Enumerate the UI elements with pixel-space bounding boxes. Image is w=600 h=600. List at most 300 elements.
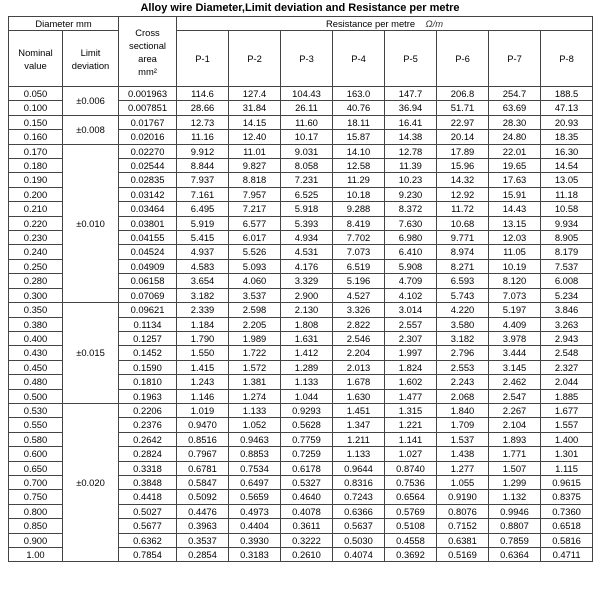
- resistance-cell: 14.15: [229, 115, 281, 129]
- resistance-cell: 12.78: [385, 144, 437, 158]
- resistance-cell: 1.055: [437, 475, 489, 489]
- resistance-cell: 0.4640: [281, 490, 333, 504]
- resistance-cell: 2.013: [333, 360, 385, 374]
- resistance-cell: 0.5628: [281, 418, 333, 432]
- resistance-cell: 1.274: [229, 389, 281, 403]
- resistance-cell: 206.8: [437, 87, 489, 101]
- resistance-cell: 1.133: [229, 403, 281, 417]
- resistance-cell: 3.145: [489, 360, 541, 374]
- nominal-cell: 0.550: [9, 418, 63, 432]
- resistance-cell: 6.495: [177, 202, 229, 216]
- resistance-cell: 11.72: [437, 202, 489, 216]
- resistance-cell: 8.058: [281, 159, 333, 173]
- resistance-cell: 0.9946: [489, 504, 541, 518]
- area-cell: 0.02270: [119, 144, 177, 158]
- resistance-cell: 3.537: [229, 288, 281, 302]
- resistance-cell: 1.289: [281, 360, 333, 374]
- area-cell: 0.1134: [119, 317, 177, 331]
- header-row-2: [9, 31, 593, 87]
- nominal-cell: 0.350: [9, 303, 63, 317]
- resistance-cell: 0.8853: [229, 447, 281, 461]
- deviation-cell: ±0.010: [63, 144, 119, 302]
- resistance-cell: 114.6: [177, 87, 229, 101]
- resistance-cell: 0.6178: [281, 461, 333, 475]
- resistance-cell: 0.8807: [489, 519, 541, 533]
- resistance-cell: 0.5637: [333, 519, 385, 533]
- resistance-cell: 3.444: [489, 346, 541, 360]
- resistance-cell: 1.451: [333, 403, 385, 417]
- resistance-cell: 9.288: [333, 202, 385, 216]
- resistance-cell: 0.6781: [177, 461, 229, 475]
- resistance-cell: 7.937: [177, 173, 229, 187]
- resistance-cell: 5.093: [229, 259, 281, 273]
- resistance-cell: 7.161: [177, 187, 229, 201]
- resistance-cell: 12.92: [437, 187, 489, 201]
- resistance-cell: 1.141: [385, 432, 437, 446]
- resistance-cell: 4.220: [437, 303, 489, 317]
- resistance-cell: 3.326: [333, 303, 385, 317]
- resistance-cell: 0.3183: [229, 548, 281, 562]
- resistance-cell: 8.419: [333, 216, 385, 230]
- resistance-cell: 22.01: [489, 144, 541, 158]
- table-row: [9, 144, 593, 158]
- nominal-cell: 0.850: [9, 519, 63, 533]
- resistance-cell: 8.905: [541, 231, 593, 245]
- resistance-cell: 1.572: [229, 360, 281, 374]
- table-body: [9, 87, 593, 562]
- area-cell: 0.02016: [119, 130, 177, 144]
- nominal-cell: 0.050: [9, 87, 63, 101]
- resistance-cell: 9.827: [229, 159, 281, 173]
- area-cell: 0.2642: [119, 432, 177, 446]
- nominal-cell: 0.150: [9, 115, 63, 129]
- resistance-cell: 0.4973: [229, 504, 281, 518]
- nominal-cell: 0.500: [9, 389, 63, 403]
- area-cell: 0.7854: [119, 548, 177, 562]
- resistance-cell: 0.9615: [541, 475, 593, 489]
- resistance-cell: 2.822: [333, 317, 385, 331]
- resistance-cell: 1.221: [385, 418, 437, 432]
- resistance-cell: 8.372: [385, 202, 437, 216]
- resistance-cell: 40.76: [333, 101, 385, 115]
- resistance-cell: 9.771: [437, 231, 489, 245]
- resistance-cell: 15.87: [333, 130, 385, 144]
- grade-header: P-4: [333, 31, 385, 87]
- resistance-cell: 1.840: [437, 403, 489, 417]
- resistance-cell: 0.5108: [385, 519, 437, 533]
- resistance-cell: 1.132: [489, 490, 541, 504]
- resistance-cell: 11.18: [541, 187, 593, 201]
- resistance-cell: 1.301: [541, 447, 593, 461]
- nominal-cell: 0.480: [9, 375, 63, 389]
- resistance-cell: 0.5847: [177, 475, 229, 489]
- resistance-cell: 0.7152: [437, 519, 489, 533]
- grade-header: P-5: [385, 31, 437, 87]
- resistance-cell: 1.477: [385, 389, 437, 403]
- resistance-cell: 10.17: [281, 130, 333, 144]
- area-cell: 0.07069: [119, 288, 177, 302]
- resistance-cell: 1.557: [541, 418, 593, 432]
- area-cell: 0.2824: [119, 447, 177, 461]
- resistance-cell: 0.3963: [177, 519, 229, 533]
- resistance-cell: 11.16: [177, 130, 229, 144]
- resistance-cell: 9.230: [385, 187, 437, 201]
- area-cell: 0.007851: [119, 101, 177, 115]
- resistance-cell: 2.044: [541, 375, 593, 389]
- resistance-cell: 2.462: [489, 375, 541, 389]
- nominal-cell: 0.170: [9, 144, 63, 158]
- nominal-line-2: value: [24, 59, 47, 71]
- area-cell: 0.5027: [119, 504, 177, 518]
- cross-line-3: area: [138, 52, 157, 64]
- resistance-cell: 6.008: [541, 274, 593, 288]
- resistance-cell: 0.9470: [177, 418, 229, 432]
- deviation-cell: ±0.015: [63, 303, 119, 404]
- resistance-cell: 0.8516: [177, 432, 229, 446]
- nominal-cell: 0.100: [9, 101, 63, 115]
- resistance-cell: 0.7759: [281, 432, 333, 446]
- area-cell: 0.03142: [119, 187, 177, 201]
- resistance-cell: 1.115: [541, 461, 593, 475]
- resistance-cell: 11.29: [333, 173, 385, 187]
- area-cell: 0.2376: [119, 418, 177, 432]
- area-cell: 0.2206: [119, 403, 177, 417]
- resistance-cell: 0.3537: [177, 533, 229, 547]
- limit-header: [63, 31, 119, 87]
- grade-header: P-8: [541, 31, 593, 87]
- area-cell: 0.1963: [119, 389, 177, 403]
- resistance-cell: 1.133: [333, 447, 385, 461]
- resistance-cell: 1.709: [437, 418, 489, 432]
- resistance-cell: 0.6364: [489, 548, 541, 562]
- table-row: [9, 87, 593, 101]
- resistance-cell: 3.654: [177, 274, 229, 288]
- resistance-cell: 0.6366: [333, 504, 385, 518]
- resistance-cell: 0.9190: [437, 490, 489, 504]
- resistance-cell: 4.060: [229, 274, 281, 288]
- area-cell: 0.1810: [119, 375, 177, 389]
- resistance-cell: 51.71: [437, 101, 489, 115]
- resistance-cell: 1.299: [489, 475, 541, 489]
- resistance-cell: 14.38: [385, 130, 437, 144]
- resistance-cell: 6.577: [229, 216, 281, 230]
- resistance-cell: 8.818: [229, 173, 281, 187]
- resistance-cell: 4.583: [177, 259, 229, 273]
- resistance-cell: 11.39: [385, 159, 437, 173]
- resistance-cell: 10.18: [333, 187, 385, 201]
- resistance-cell: 104.43: [281, 87, 333, 101]
- grade-header: P-1: [177, 31, 229, 87]
- resistance-cell: 1.052: [229, 418, 281, 432]
- nominal-cell: 0.280: [9, 274, 63, 288]
- resistance-cell: 15.91: [489, 187, 541, 201]
- table-row: [9, 303, 593, 317]
- resistance-cell: 3.263: [541, 317, 593, 331]
- resistance-cell: 1.997: [385, 346, 437, 360]
- nominal-cell: 0.240: [9, 245, 63, 259]
- resistance-cell: 5.234: [541, 288, 593, 302]
- resistance-cell: 10.23: [385, 173, 437, 187]
- resistance-cell: 12.58: [333, 159, 385, 173]
- nominal-cell: 0.220: [9, 216, 63, 230]
- resistance-cell: 1.790: [177, 331, 229, 345]
- grade-header: P-2: [229, 31, 281, 87]
- resistance-cell: 2.548: [541, 346, 593, 360]
- grade-header: P-3: [281, 31, 333, 87]
- cross-line-1: Cross: [135, 26, 160, 38]
- resistance-cell: 0.4078: [281, 504, 333, 518]
- resistance-cell: 147.7: [385, 87, 437, 101]
- resistance-cell: 0.8375: [541, 490, 593, 504]
- resistance-cell: 0.7967: [177, 447, 229, 461]
- resistance-cell: 1.277: [437, 461, 489, 475]
- nominal-header: [9, 31, 63, 87]
- resistance-cell: 11.60: [281, 115, 333, 129]
- resistance-cell: 7.537: [541, 259, 593, 273]
- resistance-cell: 1.243: [177, 375, 229, 389]
- resistance-cell: 4.937: [177, 245, 229, 259]
- resistance-cell: 1.808: [281, 317, 333, 331]
- resistance-cell: 22.97: [437, 115, 489, 129]
- resistance-cell: 7.957: [229, 187, 281, 201]
- resistance-cell: 4.709: [385, 274, 437, 288]
- deviation-cell: ±0.006: [63, 87, 119, 116]
- resistance-cell: 0.8316: [333, 475, 385, 489]
- resistance-cell: 1.315: [385, 403, 437, 417]
- resistance-cell: 5.919: [177, 216, 229, 230]
- area-cell: 0.01767: [119, 115, 177, 129]
- resistance-cell: 1.550: [177, 346, 229, 360]
- nominal-cell: 0.210: [9, 202, 63, 216]
- resistance-cell: 8.120: [489, 274, 541, 288]
- resistance-cell: 2.553: [437, 360, 489, 374]
- resistance-label: Resistance per metre: [326, 18, 416, 29]
- resistance-cell: 14.10: [333, 144, 385, 158]
- resistance-cell: 3.182: [177, 288, 229, 302]
- resistance-cell: 2.267: [489, 403, 541, 417]
- resistance-cell: 0.8740: [385, 461, 437, 475]
- resistance-cell: 10.58: [541, 202, 593, 216]
- nominal-cell: 0.650: [9, 461, 63, 475]
- resistance-cell: 2.943: [541, 331, 593, 345]
- resistance-cell: 6.593: [437, 274, 489, 288]
- resistance-cell: 1.824: [385, 360, 437, 374]
- resistance-cell: 0.7536: [385, 475, 437, 489]
- resistance-cell: 0.7859: [489, 533, 541, 547]
- resistance-cell: 5.743: [437, 288, 489, 302]
- resistance-cell: 1.507: [489, 461, 541, 475]
- resistance-cell: 1.677: [541, 403, 593, 417]
- resistance-cell: 14.43: [489, 202, 541, 216]
- resistance-cell: 26.11: [281, 101, 333, 115]
- resistance-cell: 5.908: [385, 259, 437, 273]
- resistance-cell: 0.5816: [541, 533, 593, 547]
- resistance-cell: 0.6381: [437, 533, 489, 547]
- area-cell: 0.09621: [119, 303, 177, 317]
- resistance-cell: 6.410: [385, 245, 437, 259]
- resistance-cell: 0.6564: [385, 490, 437, 504]
- resistance-cell: 163.0: [333, 87, 385, 101]
- resistance-cell: 17.89: [437, 144, 489, 158]
- resistance-cell: 63.69: [489, 101, 541, 115]
- nominal-cell: 0.180: [9, 159, 63, 173]
- resistance-cell: 0.4711: [541, 548, 593, 562]
- deviation-cell: ±0.020: [63, 403, 119, 561]
- nominal-cell: 0.190: [9, 173, 63, 187]
- cross-section-header: [119, 17, 177, 87]
- resistance-cell: 3.329: [281, 274, 333, 288]
- resistance-cell: 0.4074: [333, 548, 385, 562]
- resistance-cell: 14.32: [437, 173, 489, 187]
- resistance-cell: 9.934: [541, 216, 593, 230]
- resistance-cell: 2.796: [437, 346, 489, 360]
- nominal-cell: 0.700: [9, 475, 63, 489]
- resistance-cell: 127.4: [229, 87, 281, 101]
- resistance-cell: 0.4476: [177, 504, 229, 518]
- resistance-cell: 1.211: [333, 432, 385, 446]
- resistance-cell: 8.179: [541, 245, 593, 259]
- resistance-cell: 188.5: [541, 87, 593, 101]
- resistance-cell: 1.771: [489, 447, 541, 461]
- resistance-cell: 1.146: [177, 389, 229, 403]
- nominal-cell: 0.380: [9, 317, 63, 331]
- resistance-cell: 0.5327: [281, 475, 333, 489]
- area-cell: 0.02544: [119, 159, 177, 173]
- resistance-cell: 28.30: [489, 115, 541, 129]
- resistance-cell: 4.409: [489, 317, 541, 331]
- resistance-cell: 0.6518: [541, 519, 593, 533]
- resistance-cell: 5.415: [177, 231, 229, 245]
- resistance-cell: 11.01: [229, 144, 281, 158]
- resistance-cell: 7.231: [281, 173, 333, 187]
- resistance-cell: 4.527: [333, 288, 385, 302]
- resistance-cell: 10.68: [437, 216, 489, 230]
- nominal-cell: 0.300: [9, 288, 63, 302]
- resistance-cell: 47.13: [541, 101, 593, 115]
- resistance-cell: 18.35: [541, 130, 593, 144]
- nominal-cell: 0.600: [9, 447, 63, 461]
- area-cell: 0.1590: [119, 360, 177, 374]
- resistance-cell: 14.54: [541, 159, 593, 173]
- resistance-cell: 1.184: [177, 317, 229, 331]
- resistance-cell: 0.5092: [177, 490, 229, 504]
- nominal-cell: 0.750: [9, 490, 63, 504]
- resistance-cell: 0.6497: [229, 475, 281, 489]
- resistance-cell: 1.631: [281, 331, 333, 345]
- resistance-cell: 2.598: [229, 303, 281, 317]
- resistance-cell: 20.14: [437, 130, 489, 144]
- resistance-cell: 1.381: [229, 375, 281, 389]
- resistance-cell: 3.580: [437, 317, 489, 331]
- resistance-cell: 9.031: [281, 144, 333, 158]
- limit-line-2: deviation: [71, 59, 110, 71]
- resistance-cell: 36.94: [385, 101, 437, 115]
- resistance-cell: 1.989: [229, 331, 281, 345]
- resistance-cell: 31.84: [229, 101, 281, 115]
- resistance-cell: 0.5769: [385, 504, 437, 518]
- nominal-cell: 0.800: [9, 504, 63, 518]
- header-row-1: [9, 17, 593, 31]
- resistance-cell: 12.73: [177, 115, 229, 129]
- resistance-cell: 2.204: [333, 346, 385, 360]
- nominal-cell: 0.900: [9, 533, 63, 547]
- resistance-cell: 3.846: [541, 303, 593, 317]
- resistance-cell: 4.102: [385, 288, 437, 302]
- resistance-cell: 0.2854: [177, 548, 229, 562]
- resistance-cell: 5.393: [281, 216, 333, 230]
- nominal-cell: 0.450: [9, 360, 63, 374]
- resistance-cell: 0.4558: [385, 533, 437, 547]
- resistance-cell: 2.547: [489, 389, 541, 403]
- resistance-cell: 6.980: [385, 231, 437, 245]
- cross-line-2: sectional: [129, 39, 167, 51]
- resistance-cell: 18.11: [333, 115, 385, 129]
- resistance-cell: 19.65: [489, 159, 541, 173]
- resistance-cell: 0.8076: [437, 504, 489, 518]
- resistance-cell: 3.014: [385, 303, 437, 317]
- nominal-cell: 0.580: [9, 432, 63, 446]
- table-row: [9, 115, 593, 129]
- resistance-cell: 2.546: [333, 331, 385, 345]
- area-cell: 0.04524: [119, 245, 177, 259]
- resistance-cell: 28.66: [177, 101, 229, 115]
- resistance-cell: 0.9463: [229, 432, 281, 446]
- resistance-cell: 0.2610: [281, 548, 333, 562]
- resistance-cell: 2.243: [437, 375, 489, 389]
- resistance-cell: 2.068: [437, 389, 489, 403]
- resistance-cell: 4.531: [281, 245, 333, 259]
- resistance-cell: 11.05: [489, 245, 541, 259]
- resistance-cell: 0.5169: [437, 548, 489, 562]
- resistance-cell: 7.702: [333, 231, 385, 245]
- resistance-cell: 7.073: [333, 245, 385, 259]
- nominal-cell: 1.00: [9, 548, 63, 562]
- resistance-cell: 0.7243: [333, 490, 385, 504]
- resistance-cell: 12.40: [229, 130, 281, 144]
- nominal-cell: 0.200: [9, 187, 63, 201]
- area-cell: 0.03464: [119, 202, 177, 216]
- resistance-cell: 2.900: [281, 288, 333, 302]
- area-cell: 0.6362: [119, 533, 177, 547]
- area-cell: 0.3848: [119, 475, 177, 489]
- nominal-cell: 0.430: [9, 346, 63, 360]
- resistance-cell: 1.438: [437, 447, 489, 461]
- resistance-cell: 0.3222: [281, 533, 333, 547]
- resistance-cell: 254.7: [489, 87, 541, 101]
- resistance-cell: 16.41: [385, 115, 437, 129]
- resistance-cell: 0.5030: [333, 533, 385, 547]
- area-cell: 0.1452: [119, 346, 177, 360]
- resistance-cell: 0.5659: [229, 490, 281, 504]
- resistance-header: [177, 17, 593, 31]
- grade-header: P-7: [489, 31, 541, 87]
- resistance-cell: 0.3930: [229, 533, 281, 547]
- resistance-cell: 13.05: [541, 173, 593, 187]
- page-title: Alloy wire Diameter,Limit deviation and Resistance per metre: [140, 2, 460, 14]
- resistance-cell: 5.196: [333, 274, 385, 288]
- resistance-cell: 7.217: [229, 202, 281, 216]
- resistance-cell: 1.044: [281, 389, 333, 403]
- nominal-cell: 0.230: [9, 231, 63, 245]
- area-cell: 0.001963: [119, 87, 177, 101]
- resistance-cell: 7.073: [489, 288, 541, 302]
- nominal-cell: 0.400: [9, 331, 63, 345]
- resistance-cell: 12.03: [489, 231, 541, 245]
- nominal-cell: 0.160: [9, 130, 63, 144]
- resistance-cell: 2.104: [489, 418, 541, 432]
- resistance-cell: 1.415: [177, 360, 229, 374]
- resistance-cell: 6.525: [281, 187, 333, 201]
